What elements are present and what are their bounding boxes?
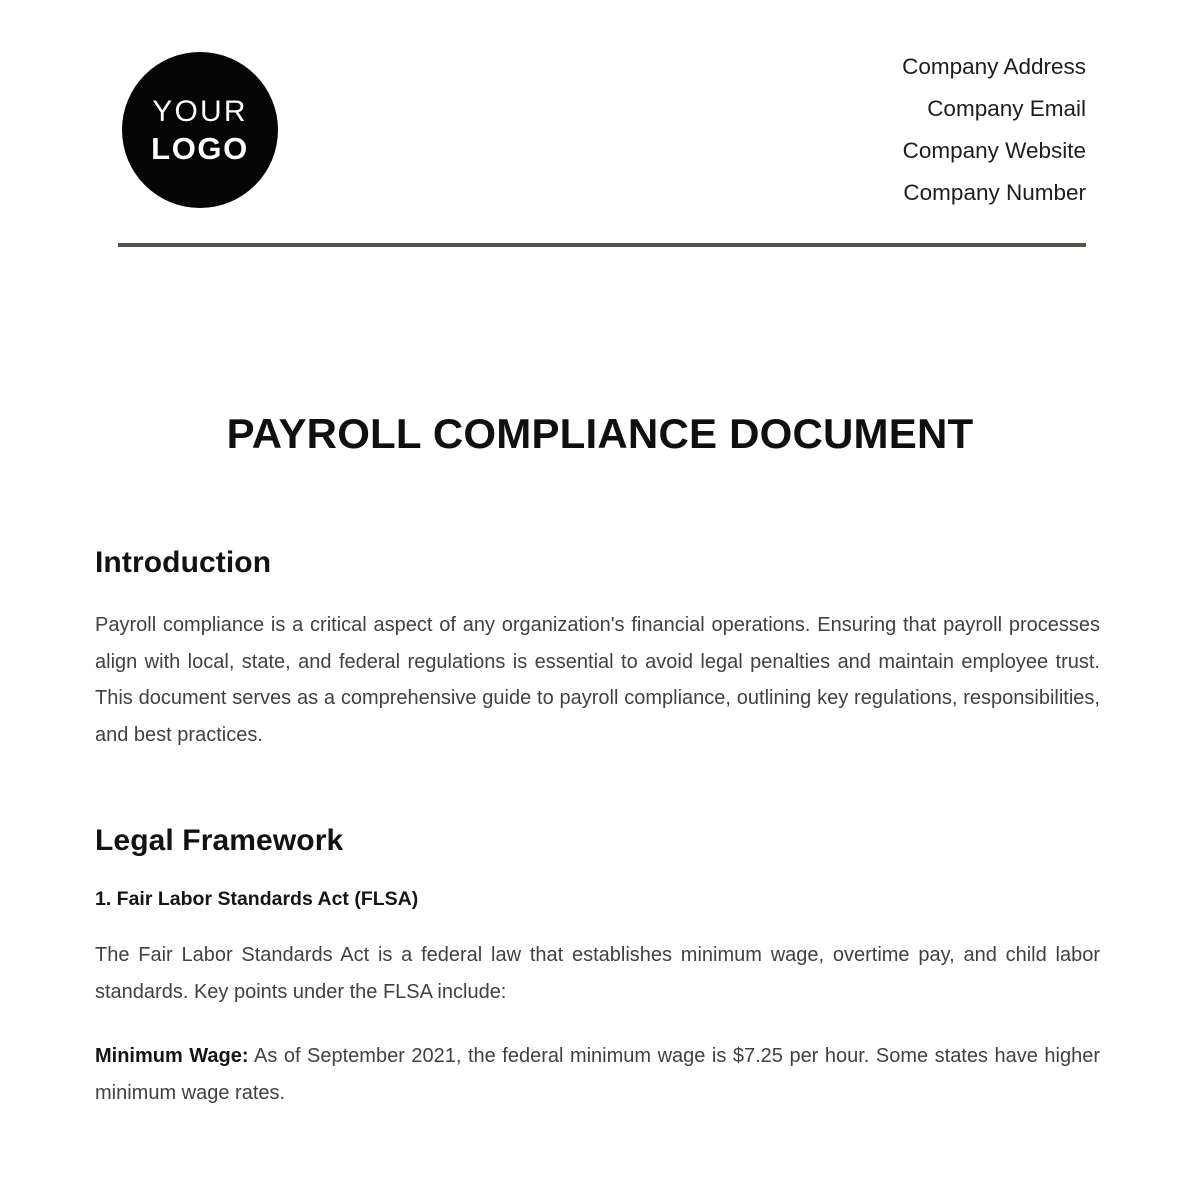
company-website: Company Website (902, 138, 1086, 163)
minimum-wage-label: Minimum Wage: (95, 1045, 249, 1067)
company-contact-block (566, 46, 1086, 214)
introduction-paragraph: Payroll compliance is a critical aspect of any organization's financial operations. Ensuring that payroll processes align with local, state, and federal regulations is essential to avoid legal penalties and maintain employee trust. This document serves as a comprehensive guide to payroll compliance, outlining key regulations, responsibilities, and best practices. (95, 614, 1100, 746)
header-divider (118, 243, 1086, 247)
company-address: Company Address (902, 54, 1086, 79)
page-title: PAYROLL COMPLIANCE DOCUMENT (226, 410, 974, 457)
document-header (0, 0, 1200, 250)
company-email: Company Email (927, 96, 1086, 121)
company-number: Company Number (903, 180, 1086, 205)
document-body (95, 545, 1100, 1111)
logo-top-text: YOUR (152, 94, 248, 128)
minimum-wage-text: As of September 2021, the federal minimum wage is $7.25 per hour. Some states have higher minimum wage rates. (95, 1045, 1100, 1104)
company-logo (122, 52, 278, 208)
flsa-item-minimum-wage (95, 1038, 1100, 1111)
logo-bottom-text: LOGO (151, 130, 249, 166)
section-heading-legal-framework: Legal Framework (95, 824, 344, 857)
section-heading-introduction: Introduction (95, 546, 272, 579)
subsection-heading-flsa: 1. Fair Labor Standards Act (FLSA) (95, 888, 419, 910)
flsa-paragraph: The Fair Labor Standards Act is a federal law that establishes minimum wage, overtime pay, and child labor standards. Key points under the FLSA include: (95, 944, 1100, 1003)
